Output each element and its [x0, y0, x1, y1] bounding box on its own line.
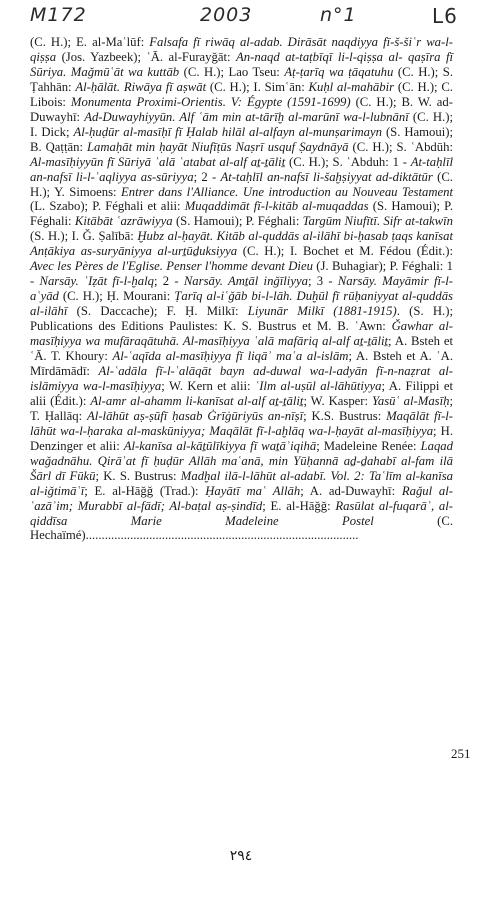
handwritten-year: 2003: [200, 4, 253, 26]
citation-text: ; W. Kern et alii:: [161, 378, 255, 393]
citation-text: (C. H.); I. Simʿān:: [206, 79, 309, 94]
citation-text: (S. Hamoui); P. Féghali:: [172, 214, 303, 229]
citation-text: ; Madeleine Renée:: [316, 438, 421, 453]
work-title: Al-ḥālāt. Riwāya fī aṣwāt: [75, 79, 207, 94]
work-title: Ǧawhar al-masīḥiyya wa mufāraqātuhā. Al-masīḥiyya ʿalā mafāriq al-alf aṯ-ṯāliṯ: [30, 319, 453, 349]
citation-text: ; W. Kasper:: [303, 393, 372, 408]
work-title: Aṭ-ṭarīq wa ṭāqatuhu: [284, 64, 394, 79]
work-title: Muqaddimāt fī-l-kitāb al-muqaddas: [184, 199, 369, 214]
citation-text: ; A. Filippi et alii (Édit.):: [30, 378, 453, 408]
work-title: ʿIlm al-uṣūl al-lāhūtiyya: [254, 378, 382, 393]
work-title: Ad-Duwayhiyyūn. Alf ʿām min at-tārīḫ al-marūnī wa-l-lubnānī: [84, 109, 409, 124]
citation-text: (C. H.); S. Ṭahhān:: [30, 64, 453, 94]
citation-text: ; E. al-Hāǧǧ:: [262, 498, 336, 513]
work-title: Ḫubz al-ḥayāt. Kitāb al-quddās al-ilāhī bi-ḥasab ṭaqs kanīsat Anṭākiya as-suryāniyya al-urṯūḏuksiyya: [30, 229, 453, 259]
citation-text: ; 2 -: [193, 169, 221, 184]
work-title: Al-amr al-ahamm li-kanīsat al-alf aṯ-ṯāliṯ: [90, 393, 304, 408]
bibliography-text: [30, 35, 453, 542]
citation-text: (C. H.); B. W. ad-Duwayhī:: [30, 94, 453, 124]
citation-text: (C. H.); Ḥ. Mourani:: [58, 289, 175, 304]
citation-text: (S. Hamoui); P. Féghali:: [30, 199, 453, 229]
handwritten-issue-number: n°1: [320, 4, 357, 26]
citation-text: (C. H.); S. ʿAbdūh:: [348, 139, 453, 154]
work-title: An-naqd at-taṭbīqī li-l-qiṣṣa al- qaṣīra fī Sūriya. Maǧmūʿāt wa kuttāb: [30, 49, 453, 79]
work-title: Kitābāt ʿazrāwiyya: [74, 214, 173, 229]
work-title: At-taḥlīl an-nafsī li-l-ʿaqliyya as-sūriyya: [30, 154, 453, 184]
work-title: Entrer dans l'Alliance. Une introduction au Nouveau Testament: [121, 184, 454, 199]
citation-text: (J. Buhagiar); P. Féghali: 1 -: [30, 259, 453, 289]
work-title: Avec les Pères de l'Eglise. Penser l'homme devant Dieu: [30, 259, 313, 274]
work-title: Al-kanīsa al-kāṯūlīkiyya fī waṯāʾiqihā: [123, 438, 317, 453]
handwritten-shelfmark: M172: [30, 4, 87, 26]
citation-text: (C. H.); Y. Simoens:: [30, 169, 453, 199]
work-title: Ḥayātī maʿ Allāh: [205, 483, 301, 498]
citation-text: . (S. H.); Publications des Editions Paulistes: K. S. Bustrus et M. B. ʿAwn:: [30, 304, 453, 334]
citation-text: (Jos. Yazbeek); ʿĀ. al-Furayǧāt:: [56, 49, 237, 64]
citation-text: ; E. al-Hāǧǧ (Trad.):: [84, 483, 206, 498]
citation-text: ; 3 -: [307, 274, 338, 289]
page-number: 251: [451, 746, 471, 761]
citation-text: (C. H.); I. Dick;: [30, 109, 453, 139]
citation-text: (C. H.); E. al-Maʿlūf:: [30, 35, 150, 49]
citation-text: ; 2 -: [153, 274, 184, 289]
work-title: Ṭarīq al-iʿǧāb bi-l-lāh. Duḫūl fī rūḥaniyyat al-quddās al-ilāhī: [30, 289, 453, 319]
work-title: Narsāy. Amṯāl inǧīliyya: [183, 274, 308, 289]
work-title: Kuḥl al-mahābir: [308, 79, 395, 94]
citation-text: (C. Hechaïmé): [30, 513, 453, 543]
citation-text: ; H. Denzinger et alii:: [30, 423, 454, 453]
work-title: Al-lāhūt aṣ-ṣūfī ḥasab Ġrīġūriyūs an-nīṣī: [87, 408, 304, 423]
citation-text: (S. Hamoui); B. Qaṭṭān:: [30, 124, 453, 154]
work-title: Narsāy. ʿIẓāt fī-l-ḫalq: [39, 274, 154, 289]
citation-text: (C. H.); Lao Tseu:: [179, 64, 285, 79]
citation-text: ; A. Bsteh et ʿĀ. T. Khoury:: [30, 334, 453, 364]
citation-text: (S. H.); I. Ǧ. Ṣalībā:: [30, 229, 138, 244]
work-title: Lamaḥāt min ḥayāt Niufīṭūs Naṣrī usquf Ṣaydnāyā: [86, 139, 349, 154]
citation-text: ; A. ad-Duwayhī:: [300, 483, 402, 498]
work-title: Raǧul al-ʿazāʾim; Murabbī al-fādī; Al-baṭal aṣ-ṣindīd: [30, 483, 454, 513]
work-title: Madḫal ilā-l-lāhūt al-adabī. Vol. 2: Taʿlīm al-kanīsa al-iǧtimāʿī: [30, 468, 453, 498]
work-title: Narsāy. Mayāmir fī-l-aʿyād: [30, 274, 453, 304]
work-title: Yasūʿ al-Masīḥ: [371, 393, 450, 408]
citation-text: ; A. Bsteh et A. ʿA. Mīrdāmādī:: [30, 349, 453, 378]
citation-text: ; K.S. Bustrus:: [303, 408, 387, 423]
work-title: Al-ḥuḍūr al-masīḥī fī Ḥalab hilāl al-alfayn al-munṣarimayn: [73, 124, 382, 139]
citation-text: ; T. Ḥallāq:: [30, 393, 453, 423]
work-title: Targūm Niufītī. Sifr at-takwīn: [302, 214, 453, 229]
footer-page-number: ٢٩٤: [229, 849, 253, 864]
citation-text: (S. Daccache); F. Ḥ. Milkī:: [67, 304, 248, 319]
work-title: Laqad waǧadnāhu. Qirāʾat fī ḥuḍūr Allāh maʿanā, min Yūḥannā aḏ-ḏahabī al-fam ilā Šārl dī Fūkū: [30, 438, 453, 483]
work-title: Maqālāt fī-l-lāhūt wa-l-ḥaraka al-maskūniyya; Maqālāt fī-l-aḫlāq wa-l-ḥayāt al-masīḥiyya: [30, 408, 453, 438]
handwritten-corner-mark: L6: [432, 4, 458, 28]
work-title: Al-ʿaqīda al-masīḥiyya fī liqāʾ maʿa al-islām: [112, 349, 349, 364]
citation-text: (C. H.); C. Libois:: [30, 79, 453, 109]
work-title: Rasūlat al-fuqarāʾ, al-qiddīsa Marie Madeleine Postel: [30, 498, 453, 528]
work-title: Falsafa fī riwāq al-adab. Dirāsāt naqdiyya fī-š-šiʿr wa-l-qiṣṣa: [30, 35, 453, 64]
work-title: Al-ʿadāla fī-l-ʿalāqāt bayn ad-duwal wa-l-adyān fī-n-naẓrat al-islāmiyya wa-l-masīḥiyya: [30, 363, 453, 393]
citation-text: (C. H.); S. ʿAbduh: 1 -: [285, 154, 411, 169]
citation-text: (C. H.); I. Bochet et M. Fédou (Édit.):: [237, 244, 453, 259]
citation-text: (L. Szabo); P. Féghali et alii:: [30, 199, 185, 214]
dot-leader: ......................................................................................: [85, 528, 359, 543]
work-title: Al-masīḥiyyūn fī Sūriyā ʿalā ʿatabat al-alf aṯ-ṯāliṯ: [30, 154, 286, 169]
work-title: At-taḥlīl an-nafsī li-šaḫṣiyyat ad-diktātūr: [220, 169, 433, 184]
work-title: Monumenta Proximi-Orientis. V: Égypte (1591-1699): [70, 94, 351, 109]
bibliography-paragraph: [30, 35, 453, 543]
citation-text: ; K. S. Bustrus:: [95, 468, 181, 483]
work-title: Liyunār Milkī (1881-1915): [247, 304, 397, 319]
